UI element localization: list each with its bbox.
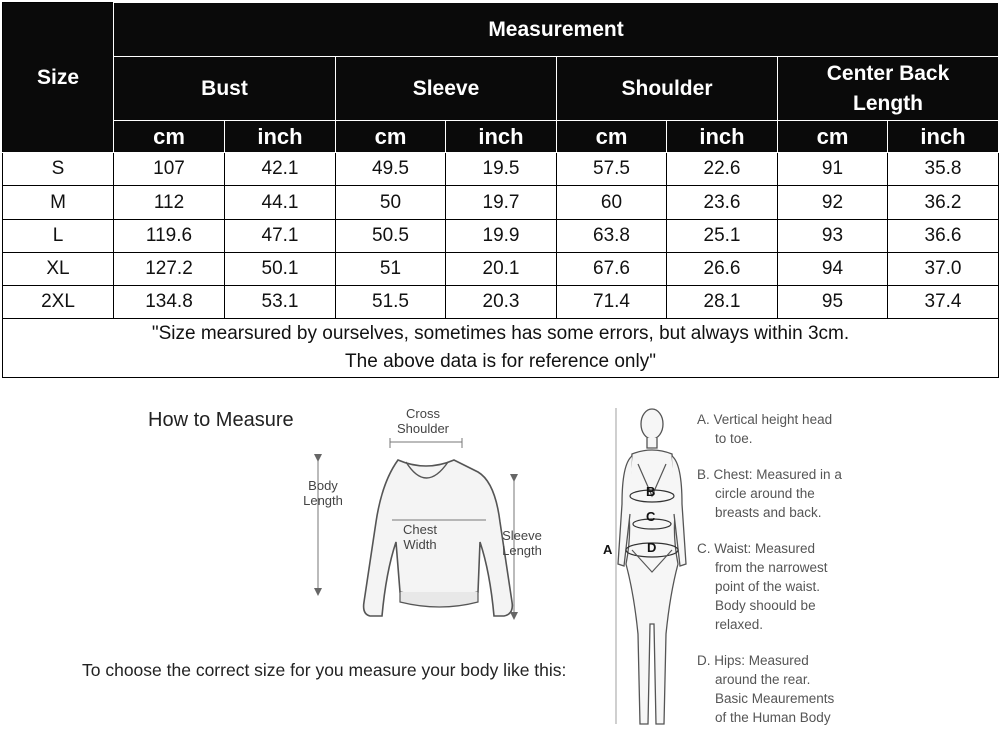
sleeve-header: Sleeve bbox=[336, 57, 557, 121]
value-cell: 94 bbox=[778, 252, 888, 285]
table-row bbox=[3, 252, 999, 285]
value-cell: 91 bbox=[778, 153, 888, 186]
value-cell: 23.6 bbox=[667, 186, 778, 219]
value-cell: 60 bbox=[557, 186, 667, 219]
value-cell: 20.1 bbox=[446, 252, 557, 285]
value-cell: 53.1 bbox=[225, 285, 336, 318]
bust-header: Bust bbox=[114, 57, 336, 121]
value-cell: 95 bbox=[778, 285, 888, 318]
body-length-label: Body Length bbox=[303, 478, 343, 508]
shoulder-header: Shoulder bbox=[557, 57, 778, 121]
value-cell: 35.8 bbox=[888, 153, 999, 186]
unit-header: cm bbox=[114, 121, 225, 153]
measurement-header: Measurement bbox=[114, 3, 999, 57]
value-cell: 119.6 bbox=[114, 219, 225, 252]
table-row bbox=[3, 186, 999, 219]
definition-d: D. Hips: Measured around the rear. Basic Meaurements of the Human Body bbox=[697, 653, 835, 725]
table-row bbox=[3, 219, 999, 252]
value-cell: 50 bbox=[336, 186, 446, 219]
value-cell: 28.1 bbox=[667, 285, 778, 318]
chest-width-label: Chest Width bbox=[403, 522, 437, 552]
size-cell: S bbox=[3, 153, 114, 186]
value-cell: 37.0 bbox=[888, 252, 999, 285]
value-cell: 50.5 bbox=[336, 219, 446, 252]
value-cell: 112 bbox=[114, 186, 225, 219]
body-label-c: C bbox=[646, 509, 656, 524]
value-cell: 71.4 bbox=[557, 285, 667, 318]
how-to-measure-title: How to Measure bbox=[148, 409, 294, 431]
value-cell: 67.6 bbox=[557, 252, 667, 285]
size-cell: 2XL bbox=[3, 285, 114, 318]
definition-c: C. Waist: Measured from the narrowest point of the waist. Body shoould be relaxed. bbox=[697, 541, 828, 632]
value-cell: 25.1 bbox=[667, 219, 778, 252]
table-row bbox=[3, 285, 999, 318]
value-cell: 44.1 bbox=[225, 186, 336, 219]
value-cell: 63.8 bbox=[557, 219, 667, 252]
value-cell: 22.6 bbox=[667, 153, 778, 186]
value-cell: 92 bbox=[778, 186, 888, 219]
disclaimer-note: "Size mearsured by ourselves, sometimes has some errors, but always within 3cm. The above data is for reference only" bbox=[3, 318, 999, 377]
size-cell: L bbox=[3, 219, 114, 252]
cross-shoulder-label: Cross Shoulder bbox=[396, 406, 450, 436]
unit-header: inch bbox=[888, 121, 999, 153]
body-measure-diagram bbox=[596, 404, 706, 740]
value-cell: 42.1 bbox=[225, 153, 336, 186]
human-body-illustration bbox=[596, 404, 706, 740]
unit-header: inch bbox=[446, 121, 557, 153]
definition-a: A. Vertical height head to toe. bbox=[697, 412, 833, 446]
value-cell: 47.1 bbox=[225, 219, 336, 252]
table-row bbox=[3, 153, 999, 186]
garment-measure-diagram bbox=[290, 402, 560, 640]
value-cell: 19.5 bbox=[446, 153, 557, 186]
value-cell: 50.1 bbox=[225, 252, 336, 285]
size-rows bbox=[3, 153, 999, 318]
unit-header: inch bbox=[667, 121, 778, 153]
center-back-length-header: Center Back Length bbox=[778, 57, 999, 121]
size-chart-table bbox=[2, 2, 999, 378]
measurement-definitions bbox=[697, 410, 997, 744]
sweater-illustration bbox=[290, 402, 560, 640]
value-cell: 127.2 bbox=[114, 252, 225, 285]
value-cell: 20.3 bbox=[446, 285, 557, 318]
body-label-a: A bbox=[603, 542, 613, 557]
value-cell: 26.6 bbox=[667, 252, 778, 285]
value-cell: 36.6 bbox=[888, 219, 999, 252]
size-header: Size bbox=[3, 3, 114, 153]
sleeve-length-label: Sleeve Length bbox=[502, 528, 542, 558]
value-cell: 134.8 bbox=[114, 285, 225, 318]
value-cell: 57.5 bbox=[557, 153, 667, 186]
value-cell: 51 bbox=[336, 252, 446, 285]
unit-header: cm bbox=[778, 121, 888, 153]
measure-instruction: To choose the correct size for you measure your body like this: bbox=[82, 660, 567, 680]
unit-header: inch bbox=[225, 121, 336, 153]
definition-b: B. Chest: Measured in a circle around the breasts and back. bbox=[697, 467, 842, 520]
value-cell: 93 bbox=[778, 219, 888, 252]
size-cell: M bbox=[3, 186, 114, 219]
value-cell: 37.4 bbox=[888, 285, 999, 318]
body-label-d: D bbox=[647, 540, 657, 555]
value-cell: 36.2 bbox=[888, 186, 999, 219]
value-cell: 19.7 bbox=[446, 186, 557, 219]
value-cell: 49.5 bbox=[336, 153, 446, 186]
value-cell: 107 bbox=[114, 153, 225, 186]
value-cell: 19.9 bbox=[446, 219, 557, 252]
unit-header: cm bbox=[557, 121, 667, 153]
value-cell: 51.5 bbox=[336, 285, 446, 318]
body-label-b: B bbox=[646, 484, 656, 499]
size-cell: XL bbox=[3, 252, 114, 285]
unit-header: cm bbox=[336, 121, 446, 153]
